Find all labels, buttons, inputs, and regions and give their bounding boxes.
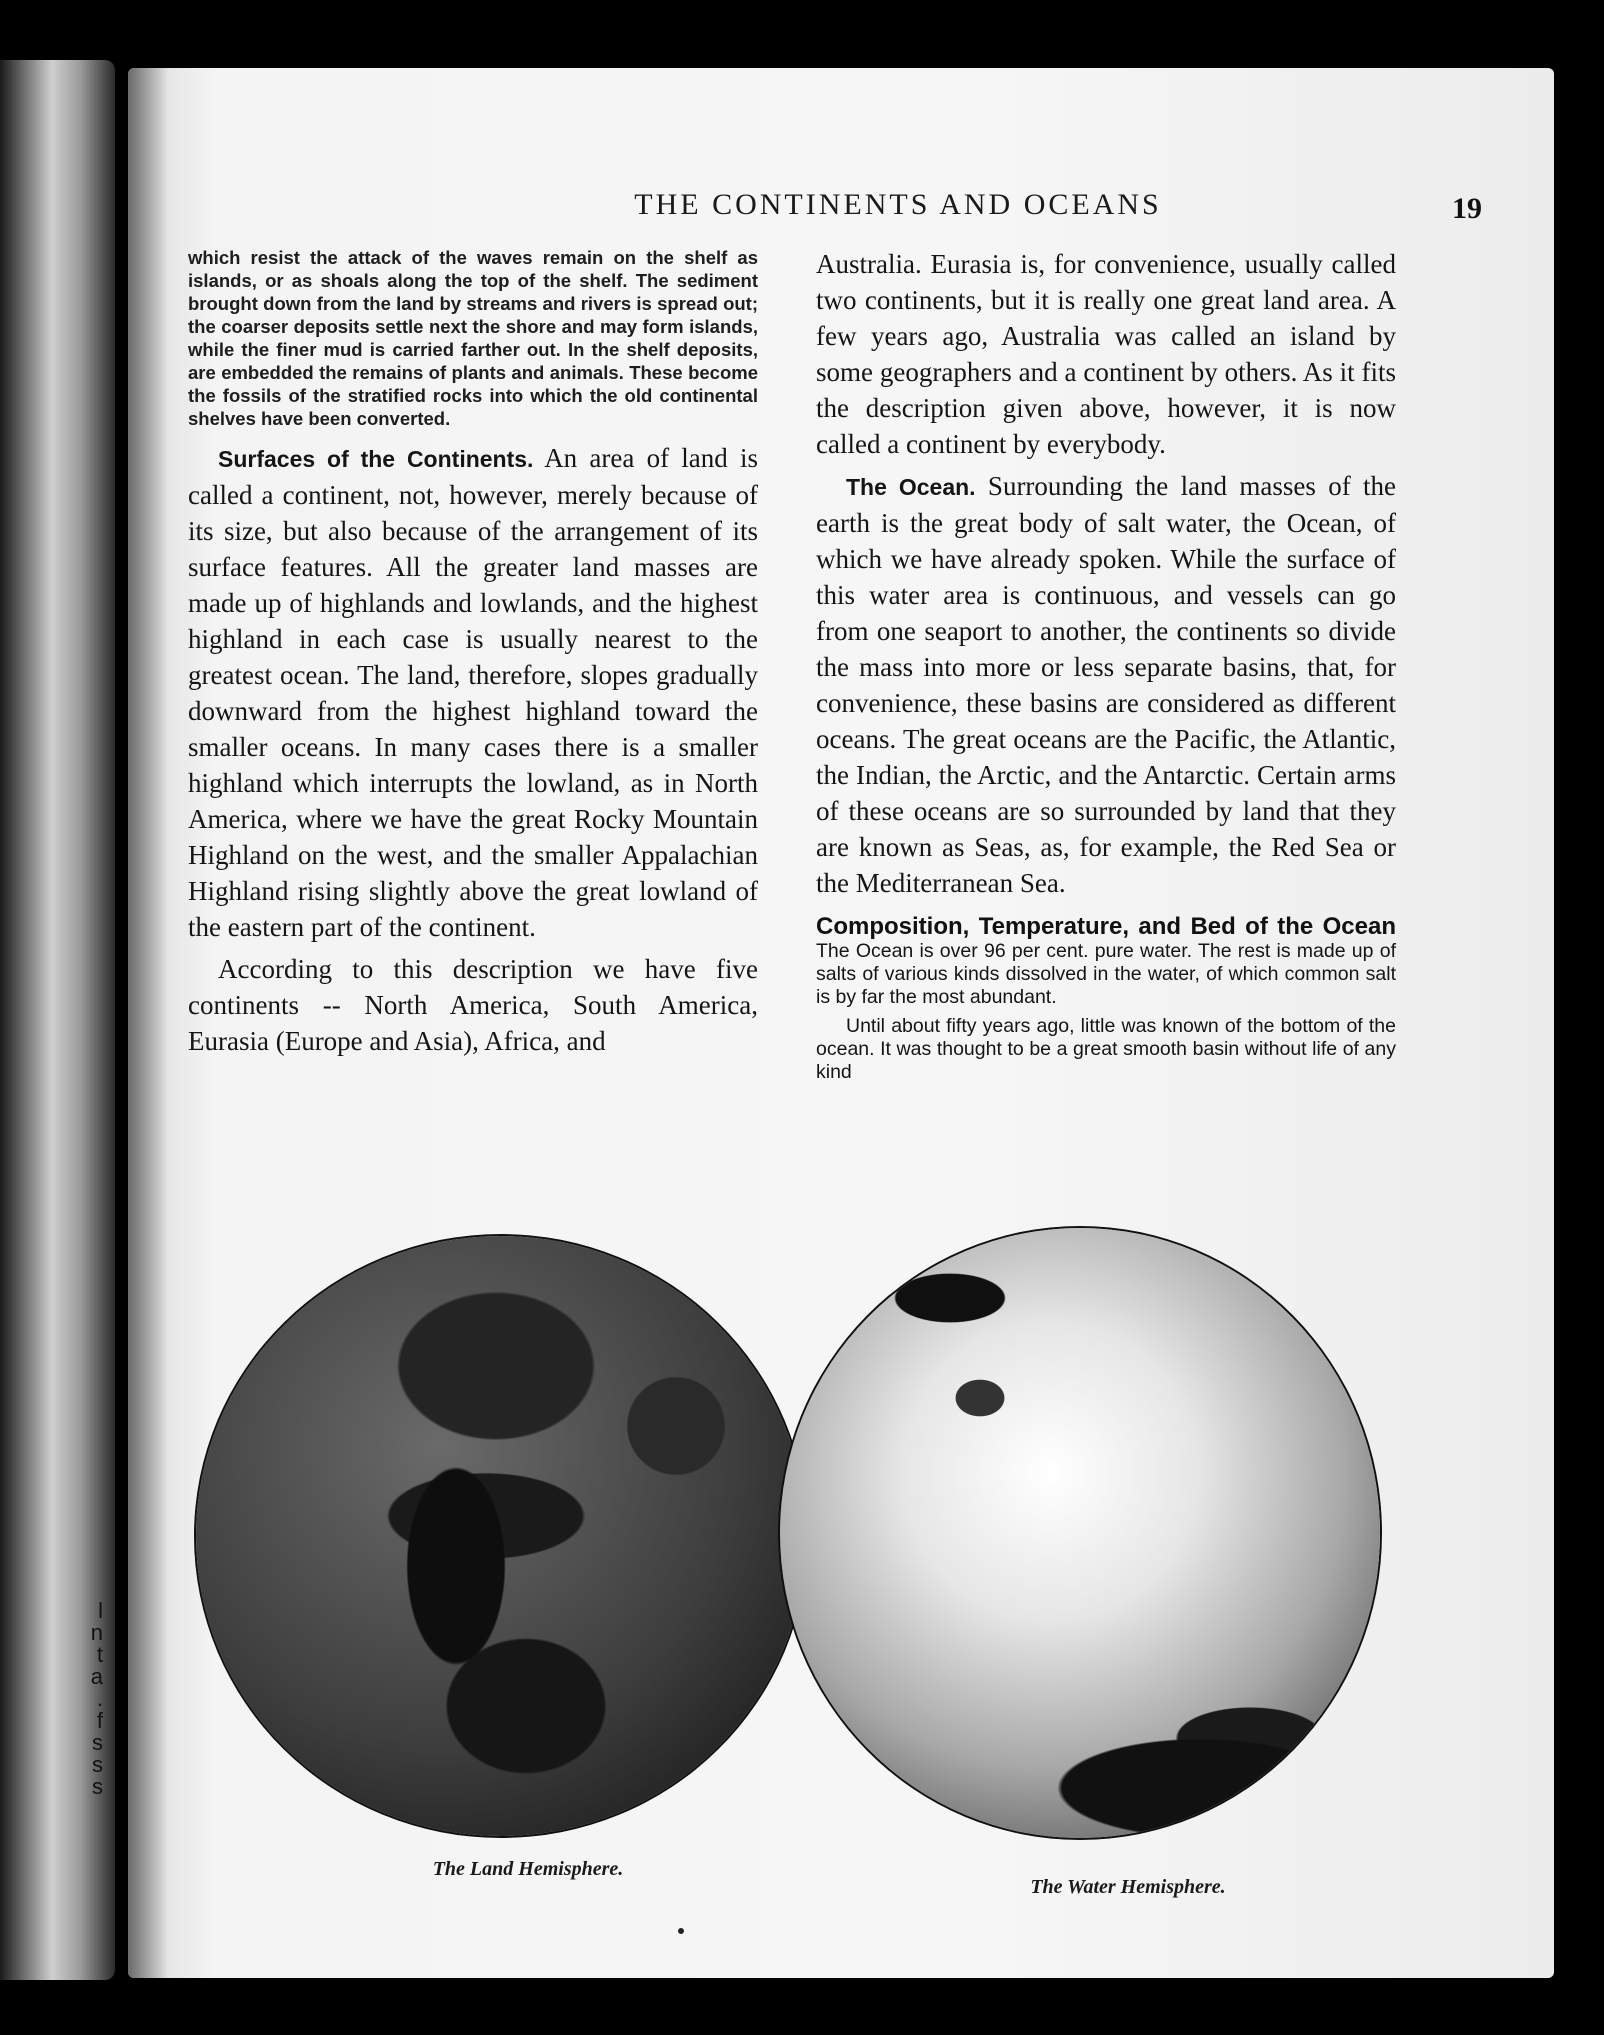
ocean-heading: The Ocean. — [846, 474, 976, 500]
according-paragraph: According to this description we have five continents -- North America, South America, Eurasia (Europe and Asia), Africa, and — [188, 954, 758, 1056]
continued-paragraph-right: Australia. Eurasia is, for convenience, usually called two continents, but it is really one great land area. A few years ago, Australia was called an island by some geographers and a continent by others. As it fits the description given above, however, it is now called a continent by everybody. — [816, 249, 1396, 459]
continued-paragraph-left: which resist the attack of the waves remain on the shelf as islands, or as shoals along the top of the shelf. The sediment brought down from the land by streams and rivers is spread out; the coarser deposits settle next the shore and may form islands, while the finer mud is carried farther out. In the shelf deposits, are embedded the remains of plants and animals. These become the fossils of the stratified rocks into which the old continental shelves have been converted. — [188, 247, 758, 429]
ocean-text: Surrounding the land masses of the earth is the great body of salt water, the Ocean, of which we have already spoken. While the surface of this water area is continuous, and vessels can go from one seaport to another, the continents so divide the mass into more or less separate basins, that, for convenience, these basins are considered as different oceans. The great oceans are the Pacific, the Atlantic, the Indian, the Arctic, and the Antarctic. Certain arms of these oceans are so surrounded by land that they are known as Seas, as, for example, the Red Sea or the Mediterranean Sea. — [816, 471, 1397, 898]
book-page — [128, 68, 1554, 1978]
water-hemisphere-caption: The Water Hemisphere. — [1030, 1876, 1226, 1898]
page-gutter-shadow — [128, 68, 168, 1978]
page-number: 19 — [1452, 192, 1482, 225]
composition-text: The Ocean is over 96 per cent. pure water. The rest is made up of salts of various kinds dissolved in the water, of which common salt is by far the most abundant. — [816, 940, 1396, 1008]
ocean-paragraph — [816, 468, 1396, 901]
left-page-text-fragments: l n t a . f s s s — [90, 1598, 103, 1799]
print-speck — [678, 1928, 684, 1934]
surfaces-paragraph — [188, 440, 758, 945]
surfaces-heading: Surfaces of the Continents. — [218, 446, 534, 472]
running-head: THE CONTINENTS AND OCEANS — [634, 188, 1162, 221]
land-hemisphere-globe — [196, 1236, 806, 1836]
left-page-edge — [0, 60, 115, 1980]
until-paragraph: Until about fifty years ago, little was known of the bottom of the ocean. It was thought to be a great smooth basin without life of any kind — [816, 1015, 1396, 1083]
water-hemisphere-globe — [780, 1228, 1380, 1838]
land-hemisphere-caption: The Land Hemisphere. — [432, 1858, 624, 1880]
right-column — [816, 246, 1396, 1084]
surfaces-text: An area of land is called a continent, not, however, merely because of its size, but also because of the arrangement of its surface features. All the greater land masses are made up of highlands and lowlands, and the highest highland in each case is usually nearest to the greatest ocean. The land, therefore, slopes gradually downward from the highest highland toward the smaller oceans. In many cases there is a smaller highland which interrupts the lowland, as in North America, where we have the great Rocky Mountain Highland on the west, and the smaller Appalachian Highland rising slightly above the great lowland of the eastern part of the continent. — [188, 443, 758, 942]
composition-heading: Composition, Temperature, and Bed of the Ocean — [816, 913, 1396, 940]
composition-paragraph — [816, 915, 1396, 1009]
left-column — [188, 246, 758, 1059]
